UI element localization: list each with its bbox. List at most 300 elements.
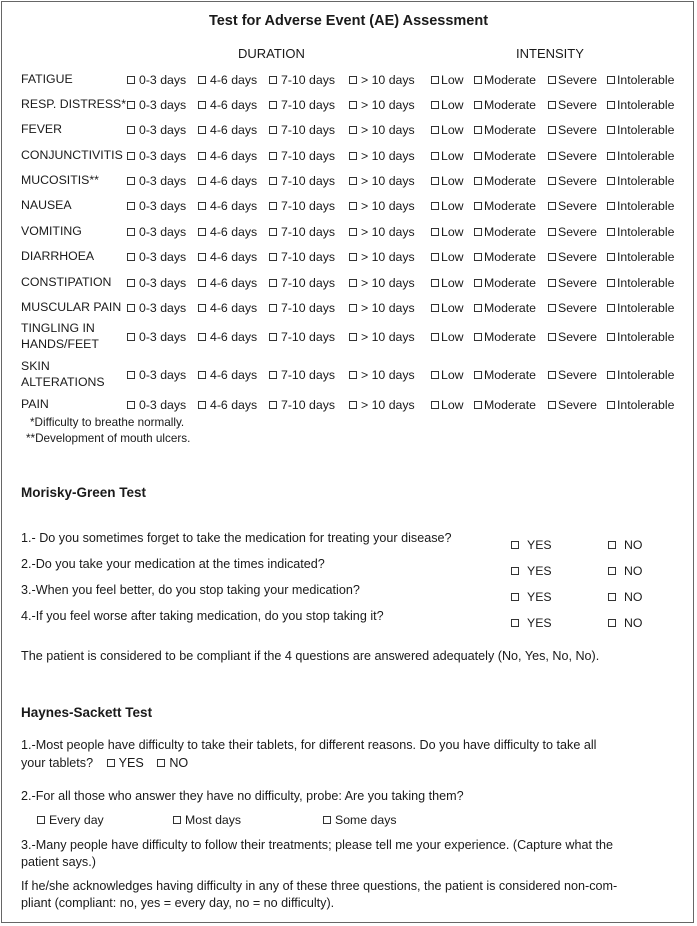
duration-option[interactable] bbox=[127, 174, 186, 188]
duration-option[interactable] bbox=[127, 199, 186, 213]
duration-option[interactable] bbox=[198, 330, 257, 344]
intensity-option[interactable] bbox=[607, 276, 674, 290]
intensity-option[interactable] bbox=[431, 123, 464, 137]
duration-option[interactable] bbox=[127, 149, 186, 163]
intensity-option-label: Low bbox=[441, 276, 464, 290]
haynes-q2-most-days[interactable] bbox=[173, 813, 241, 827]
checkbox-icon[interactable] bbox=[127, 304, 135, 312]
morisky-yes-option[interactable] bbox=[511, 564, 552, 578]
checkbox-icon[interactable] bbox=[198, 126, 206, 134]
checkbox-icon[interactable] bbox=[607, 177, 615, 185]
checkbox-icon[interactable] bbox=[127, 253, 135, 261]
checkbox-icon[interactable] bbox=[127, 202, 135, 210]
intensity-option-label: Moderate bbox=[484, 174, 536, 188]
checkbox-icon[interactable] bbox=[607, 101, 615, 109]
checkbox-icon[interactable] bbox=[548, 76, 556, 84]
duration-option[interactable] bbox=[127, 73, 186, 87]
checkbox-icon[interactable] bbox=[548, 253, 556, 261]
haynes-q2: 2.-For all those who answer they have no difficulty, probe: Are you taking them? bbox=[21, 789, 464, 803]
duration-option[interactable] bbox=[349, 225, 415, 239]
intensity-option[interactable] bbox=[548, 398, 597, 412]
intensity-option[interactable] bbox=[548, 98, 597, 112]
intensity-option[interactable] bbox=[607, 174, 674, 188]
checkbox-icon[interactable] bbox=[269, 253, 277, 261]
checkbox-icon[interactable] bbox=[269, 177, 277, 185]
checkbox-icon[interactable] bbox=[548, 152, 556, 160]
checkbox-icon[interactable] bbox=[198, 253, 206, 261]
checkbox-icon[interactable] bbox=[269, 304, 277, 312]
checkbox-icon[interactable] bbox=[474, 76, 482, 84]
intensity-option-label: Low bbox=[441, 225, 464, 239]
duration-option[interactable] bbox=[127, 398, 186, 412]
haynes-q3-line2: patient says.) bbox=[21, 855, 96, 869]
morisky-yes-option[interactable] bbox=[511, 590, 552, 604]
checkbox-icon[interactable] bbox=[127, 152, 135, 160]
ae-row-label bbox=[21, 249, 94, 263]
intensity-option[interactable] bbox=[431, 398, 464, 412]
footnote-mucositis: **Development of mouth ulcers. bbox=[26, 432, 191, 445]
checkbox-icon[interactable] bbox=[349, 76, 357, 84]
duration-option[interactable] bbox=[198, 276, 257, 290]
checkbox-icon[interactable] bbox=[269, 228, 277, 236]
checkbox-icon[interactable] bbox=[198, 333, 206, 341]
duration-option[interactable] bbox=[127, 368, 186, 382]
checkbox-icon[interactable] bbox=[323, 816, 331, 824]
checkbox-icon[interactable] bbox=[607, 401, 615, 409]
intensity-option[interactable] bbox=[474, 301, 536, 315]
checkbox-icon[interactable] bbox=[511, 619, 519, 627]
morisky-no-option[interactable] bbox=[608, 564, 642, 578]
duration-option[interactable] bbox=[349, 250, 415, 264]
duration-option[interactable] bbox=[349, 98, 415, 112]
checkbox-icon[interactable] bbox=[198, 371, 206, 379]
checkbox-icon[interactable] bbox=[431, 279, 439, 287]
yes-label: YES bbox=[118, 756, 144, 770]
checkbox-icon[interactable] bbox=[127, 333, 135, 341]
intensity-option-label: Moderate bbox=[484, 398, 536, 412]
intensity-option-label: Moderate bbox=[484, 276, 536, 290]
ae-title: Test for Adverse Event (AE) Assessment bbox=[208, 13, 489, 29]
checkbox-icon[interactable] bbox=[548, 401, 556, 409]
ae-row-label-text: HANDS/FEET bbox=[21, 337, 99, 351]
duration-option[interactable] bbox=[127, 98, 186, 112]
intensity-option[interactable] bbox=[607, 199, 674, 213]
checkbox-icon[interactable] bbox=[127, 371, 135, 379]
checkbox-icon[interactable] bbox=[269, 371, 277, 379]
no-label: NO bbox=[169, 756, 189, 770]
duration-option-label: 7-10 days bbox=[281, 73, 336, 87]
duration-option[interactable] bbox=[198, 174, 257, 188]
checkbox-icon[interactable] bbox=[127, 177, 135, 185]
checkbox-icon[interactable] bbox=[548, 304, 556, 312]
duration-option-label: > 10 days bbox=[361, 199, 415, 213]
intensity-option[interactable] bbox=[474, 398, 536, 412]
duration-option[interactable] bbox=[198, 123, 257, 137]
intensity-option-label: Moderate bbox=[484, 301, 536, 315]
intensity-option-label: Severe bbox=[558, 225, 597, 239]
yes-label: YES bbox=[527, 616, 552, 630]
intensity-option[interactable] bbox=[607, 98, 674, 112]
duration-option[interactable] bbox=[198, 368, 257, 382]
duration-option[interactable] bbox=[269, 398, 335, 412]
intensity-option[interactable] bbox=[607, 123, 674, 137]
morisky-yes-option[interactable] bbox=[511, 538, 552, 552]
duration-option-label: 7-10 days bbox=[281, 98, 336, 112]
checkbox-icon[interactable] bbox=[608, 567, 616, 575]
checkbox-icon[interactable] bbox=[431, 304, 439, 312]
duration-option-label: 0-3 days bbox=[139, 276, 187, 290]
intensity-option[interactable] bbox=[548, 301, 597, 315]
checkbox-icon[interactable] bbox=[431, 253, 439, 261]
checkbox-icon[interactable] bbox=[607, 76, 615, 84]
intensity-option[interactable] bbox=[431, 301, 464, 315]
checkbox-icon[interactable] bbox=[607, 279, 615, 287]
intensity-option-label: Low bbox=[441, 73, 464, 87]
checkbox-icon[interactable] bbox=[608, 541, 616, 549]
intensity-option[interactable] bbox=[431, 250, 464, 264]
intensity-option[interactable] bbox=[548, 250, 597, 264]
duration-option[interactable] bbox=[269, 225, 335, 239]
intensity-option-label: Intolerable bbox=[617, 73, 675, 87]
checkbox-icon[interactable] bbox=[349, 177, 357, 185]
intensity-option[interactable] bbox=[431, 98, 464, 112]
checkbox-icon[interactable] bbox=[431, 371, 439, 379]
checkbox-icon[interactable] bbox=[198, 228, 206, 236]
haynes-q1-no-option[interactable] bbox=[157, 756, 188, 770]
intensity-option[interactable] bbox=[474, 250, 536, 264]
duration-option-label: > 10 days bbox=[361, 368, 415, 382]
checkbox-icon[interactable] bbox=[431, 177, 439, 185]
checkbox-icon[interactable] bbox=[607, 228, 615, 236]
intensity-option[interactable] bbox=[607, 398, 674, 412]
checkbox-icon[interactable] bbox=[431, 152, 439, 160]
checkbox-icon[interactable] bbox=[608, 593, 616, 601]
checkbox-icon[interactable] bbox=[474, 126, 482, 134]
checkbox-icon[interactable] bbox=[548, 228, 556, 236]
option-label: Some days bbox=[335, 813, 397, 827]
checkbox-icon[interactable] bbox=[349, 228, 357, 236]
intensity-option[interactable] bbox=[548, 123, 597, 137]
checkbox-icon[interactable] bbox=[474, 304, 482, 312]
checkbox-icon[interactable] bbox=[198, 202, 206, 210]
checkbox-icon[interactable] bbox=[349, 202, 357, 210]
intensity-option[interactable] bbox=[607, 73, 674, 87]
duration-option[interactable] bbox=[269, 98, 335, 112]
checkbox-icon[interactable] bbox=[474, 253, 482, 261]
duration-option-label: 7-10 days bbox=[281, 123, 336, 137]
checkbox-icon[interactable] bbox=[431, 76, 439, 84]
intensity-header: INTENSITY bbox=[516, 46, 584, 61]
checkbox-icon[interactable] bbox=[269, 101, 277, 109]
duration-option[interactable] bbox=[198, 250, 257, 264]
intensity-option[interactable] bbox=[474, 330, 536, 344]
intensity-option[interactable] bbox=[607, 368, 674, 382]
duration-option[interactable] bbox=[198, 199, 257, 213]
checkbox-icon[interactable] bbox=[269, 126, 277, 134]
intensity-option[interactable] bbox=[548, 368, 597, 382]
duration-option-label: 0-3 days bbox=[139, 368, 187, 382]
morisky-no-option[interactable] bbox=[608, 590, 642, 604]
duration-option[interactable] bbox=[198, 149, 257, 163]
checkbox-icon[interactable] bbox=[548, 126, 556, 134]
checkbox-icon[interactable] bbox=[607, 126, 615, 134]
checkbox-icon[interactable] bbox=[349, 279, 357, 287]
intensity-option[interactable] bbox=[607, 149, 674, 163]
duration-option-label: > 10 days bbox=[361, 174, 415, 188]
checkbox-icon[interactable] bbox=[349, 333, 357, 341]
checkbox-icon[interactable] bbox=[269, 76, 277, 84]
intensity-option-label: Moderate bbox=[484, 149, 536, 163]
duration-option-label: 4-6 days bbox=[210, 276, 258, 290]
checkbox-icon[interactable] bbox=[474, 101, 482, 109]
duration-option-label: > 10 days bbox=[361, 276, 415, 290]
duration-option-label: 7-10 days bbox=[281, 276, 336, 290]
intensity-option[interactable] bbox=[431, 199, 464, 213]
haynes-q2-every-day[interactable] bbox=[37, 813, 104, 827]
checkbox-icon[interactable] bbox=[198, 76, 206, 84]
checkbox-icon[interactable] bbox=[127, 76, 135, 84]
checkbox-icon[interactable] bbox=[198, 304, 206, 312]
checkbox-icon[interactable] bbox=[127, 279, 135, 287]
duration-option[interactable] bbox=[127, 330, 186, 344]
intensity-option[interactable] bbox=[431, 330, 464, 344]
ae-row-label bbox=[21, 300, 121, 314]
checkbox-icon[interactable] bbox=[269, 333, 277, 341]
checkbox-icon[interactable] bbox=[173, 816, 181, 824]
checkbox-icon[interactable] bbox=[548, 371, 556, 379]
duration-option[interactable] bbox=[269, 330, 335, 344]
intensity-option[interactable] bbox=[607, 250, 674, 264]
haynes-q2-some-days[interactable] bbox=[323, 813, 397, 827]
intensity-option[interactable] bbox=[548, 149, 597, 163]
intensity-option-label: Severe bbox=[558, 73, 597, 87]
checkbox-icon[interactable] bbox=[349, 371, 357, 379]
duration-option[interactable] bbox=[349, 199, 415, 213]
ae-row-label bbox=[21, 358, 105, 390]
checkbox-icon[interactable] bbox=[548, 177, 556, 185]
checkbox-icon[interactable] bbox=[431, 101, 439, 109]
ae-row-label bbox=[21, 320, 99, 352]
duration-option[interactable] bbox=[127, 276, 186, 290]
checkbox-icon[interactable] bbox=[431, 126, 439, 134]
intensity-option[interactable] bbox=[474, 98, 536, 112]
checkbox-icon[interactable] bbox=[431, 202, 439, 210]
intensity-option-label: Intolerable bbox=[617, 123, 675, 137]
duration-option[interactable] bbox=[269, 301, 335, 315]
checkbox-icon[interactable] bbox=[548, 279, 556, 287]
checkbox-icon[interactable] bbox=[107, 759, 115, 767]
checkbox-icon[interactable] bbox=[157, 759, 165, 767]
intensity-option[interactable] bbox=[431, 225, 464, 239]
checkbox-icon[interactable] bbox=[511, 541, 519, 549]
checkbox-icon[interactable] bbox=[431, 228, 439, 236]
duration-option-label: 7-10 days bbox=[281, 330, 336, 344]
yes-label: YES bbox=[527, 590, 552, 604]
checkbox-icon[interactable] bbox=[474, 202, 482, 210]
intensity-option[interactable] bbox=[474, 276, 536, 290]
intensity-option[interactable] bbox=[431, 276, 464, 290]
duration-option-label: 7-10 days bbox=[281, 250, 336, 264]
duration-option[interactable] bbox=[349, 398, 415, 412]
intensity-option[interactable] bbox=[431, 368, 464, 382]
checkbox-icon[interactable] bbox=[548, 333, 556, 341]
intensity-option[interactable] bbox=[474, 225, 536, 239]
duration-option[interactable] bbox=[269, 250, 335, 264]
duration-option-label: 4-6 days bbox=[210, 250, 258, 264]
checkbox-icon[interactable] bbox=[474, 401, 482, 409]
intensity-option[interactable] bbox=[431, 73, 464, 87]
haynes-note-line2: pliant (compliant: no, yes = every day, no = no difficulty). bbox=[21, 896, 335, 910]
checkbox-icon[interactable] bbox=[198, 101, 206, 109]
checkbox-icon[interactable] bbox=[198, 279, 206, 287]
duration-option[interactable] bbox=[349, 73, 415, 87]
checkbox-icon[interactable] bbox=[431, 333, 439, 341]
ae-row-label-text: MUCOSITIS** bbox=[21, 173, 99, 187]
checkbox-icon[interactable] bbox=[511, 567, 519, 575]
checkbox-icon[interactable] bbox=[607, 371, 615, 379]
checkbox-icon[interactable] bbox=[607, 152, 615, 160]
ae-row-label bbox=[21, 397, 49, 411]
intensity-option-label: Intolerable bbox=[617, 276, 675, 290]
option-label: Every day bbox=[49, 813, 104, 827]
duration-option[interactable] bbox=[269, 149, 335, 163]
intensity-option[interactable] bbox=[548, 225, 597, 239]
morisky-question: 3.-When you feel better, do you stop taking your medication? bbox=[21, 583, 360, 597]
checkbox-icon[interactable] bbox=[607, 333, 615, 341]
duration-option-label: 7-10 days bbox=[281, 225, 336, 239]
duration-option[interactable] bbox=[349, 174, 415, 188]
duration-option-label: > 10 days bbox=[361, 149, 415, 163]
duration-option[interactable] bbox=[349, 368, 415, 382]
checkbox-icon[interactable] bbox=[349, 304, 357, 312]
morisky-yes-option[interactable] bbox=[511, 616, 552, 630]
checkbox-icon[interactable] bbox=[607, 253, 615, 261]
duration-option[interactable] bbox=[269, 73, 335, 87]
duration-option-label: 4-6 days bbox=[210, 98, 258, 112]
intensity-option[interactable] bbox=[474, 199, 536, 213]
checkbox-icon[interactable] bbox=[349, 253, 357, 261]
intensity-option[interactable] bbox=[548, 330, 597, 344]
checkbox-icon[interactable] bbox=[37, 816, 45, 824]
duration-option-label: 0-3 days bbox=[139, 174, 187, 188]
morisky-question: 1.- Do you sometimes forget to take the medication for treating your disease? bbox=[21, 531, 452, 545]
intensity-option[interactable] bbox=[607, 330, 674, 344]
morisky-title: Morisky-Green Test bbox=[21, 485, 147, 500]
intensity-option[interactable] bbox=[431, 149, 464, 163]
checkbox-icon[interactable] bbox=[269, 279, 277, 287]
intensity-option-label: Low bbox=[441, 123, 464, 137]
intensity-option[interactable] bbox=[607, 225, 674, 239]
intensity-option[interactable] bbox=[474, 73, 536, 87]
checkbox-icon[interactable] bbox=[607, 304, 615, 312]
haynes-title: Haynes-Sackett Test bbox=[21, 705, 153, 720]
duration-option[interactable] bbox=[127, 225, 186, 239]
duration-option-label: 0-3 days bbox=[139, 250, 187, 264]
intensity-option[interactable] bbox=[474, 149, 536, 163]
intensity-option[interactable] bbox=[474, 123, 536, 137]
ae-row-label-text: SKIN bbox=[21, 359, 50, 373]
checkbox-icon[interactable] bbox=[127, 228, 135, 236]
intensity-option[interactable] bbox=[548, 174, 597, 188]
checkbox-icon[interactable] bbox=[548, 202, 556, 210]
checkbox-icon[interactable] bbox=[127, 126, 135, 134]
checkbox-icon[interactable] bbox=[474, 333, 482, 341]
duration-option-label: 0-3 days bbox=[139, 98, 187, 112]
duration-option[interactable] bbox=[349, 276, 415, 290]
duration-option[interactable] bbox=[127, 250, 186, 264]
checkbox-icon[interactable] bbox=[198, 177, 206, 185]
duration-option[interactable] bbox=[349, 123, 415, 137]
intensity-option[interactable] bbox=[607, 301, 674, 315]
checkbox-icon[interactable] bbox=[349, 101, 357, 109]
intensity-option[interactable] bbox=[474, 368, 536, 382]
checkbox-icon[interactable] bbox=[127, 401, 135, 409]
checkbox-icon[interactable] bbox=[198, 152, 206, 160]
intensity-option[interactable] bbox=[548, 73, 597, 87]
morisky-no-option[interactable] bbox=[608, 616, 642, 630]
intensity-option[interactable] bbox=[548, 276, 597, 290]
duration-option[interactable] bbox=[349, 301, 415, 315]
duration-option[interactable] bbox=[349, 149, 415, 163]
duration-option[interactable] bbox=[349, 330, 415, 344]
duration-option-label: > 10 days bbox=[361, 301, 415, 315]
checkbox-icon[interactable] bbox=[474, 228, 482, 236]
duration-option[interactable] bbox=[269, 123, 335, 137]
checkbox-icon[interactable] bbox=[269, 152, 277, 160]
duration-option[interactable] bbox=[269, 368, 335, 382]
duration-option[interactable] bbox=[198, 301, 257, 315]
checkbox-icon[interactable] bbox=[474, 177, 482, 185]
intensity-option-label: Severe bbox=[558, 199, 597, 213]
checkbox-icon[interactable] bbox=[349, 152, 357, 160]
duration-option[interactable] bbox=[269, 174, 335, 188]
checkbox-icon[interactable] bbox=[607, 202, 615, 210]
checkbox-icon[interactable] bbox=[349, 126, 357, 134]
checkbox-icon[interactable] bbox=[269, 401, 277, 409]
duration-option-label: 4-6 days bbox=[210, 123, 258, 137]
haynes-q1-yes-option[interactable] bbox=[107, 756, 144, 770]
duration-option[interactable] bbox=[127, 123, 186, 137]
haynes-note-line1: If he/she acknowledges having difficulty in any of these three questions, the patient is considered non-com- bbox=[21, 879, 618, 893]
intensity-option-label: Low bbox=[441, 98, 464, 112]
morisky-no-option[interactable] bbox=[608, 538, 642, 552]
intensity-option-label: Low bbox=[441, 330, 464, 344]
duration-option[interactable] bbox=[198, 225, 257, 239]
checkbox-icon[interactable] bbox=[269, 202, 277, 210]
duration-option[interactable] bbox=[198, 398, 257, 412]
checkbox-icon[interactable] bbox=[198, 401, 206, 409]
duration-option[interactable] bbox=[198, 98, 257, 112]
intensity-option[interactable] bbox=[548, 199, 597, 213]
checkbox-icon[interactable] bbox=[431, 401, 439, 409]
checkbox-icon[interactable] bbox=[474, 152, 482, 160]
checkbox-icon[interactable] bbox=[511, 593, 519, 601]
checkbox-icon[interactable] bbox=[127, 101, 135, 109]
checkbox-icon[interactable] bbox=[474, 279, 482, 287]
duration-option[interactable] bbox=[269, 276, 335, 290]
checkbox-icon[interactable] bbox=[608, 619, 616, 627]
ae-row-label-text: CONJUNCTIVITIS bbox=[21, 148, 123, 162]
intensity-option[interactable] bbox=[431, 174, 464, 188]
checkbox-icon[interactable] bbox=[349, 401, 357, 409]
checkbox-icon[interactable] bbox=[474, 371, 482, 379]
intensity-option-label: Intolerable bbox=[617, 149, 675, 163]
duration-option[interactable] bbox=[198, 73, 257, 87]
checkbox-icon[interactable] bbox=[548, 101, 556, 109]
duration-option[interactable] bbox=[269, 199, 335, 213]
duration-option[interactable] bbox=[127, 301, 186, 315]
intensity-option[interactable] bbox=[474, 174, 536, 188]
